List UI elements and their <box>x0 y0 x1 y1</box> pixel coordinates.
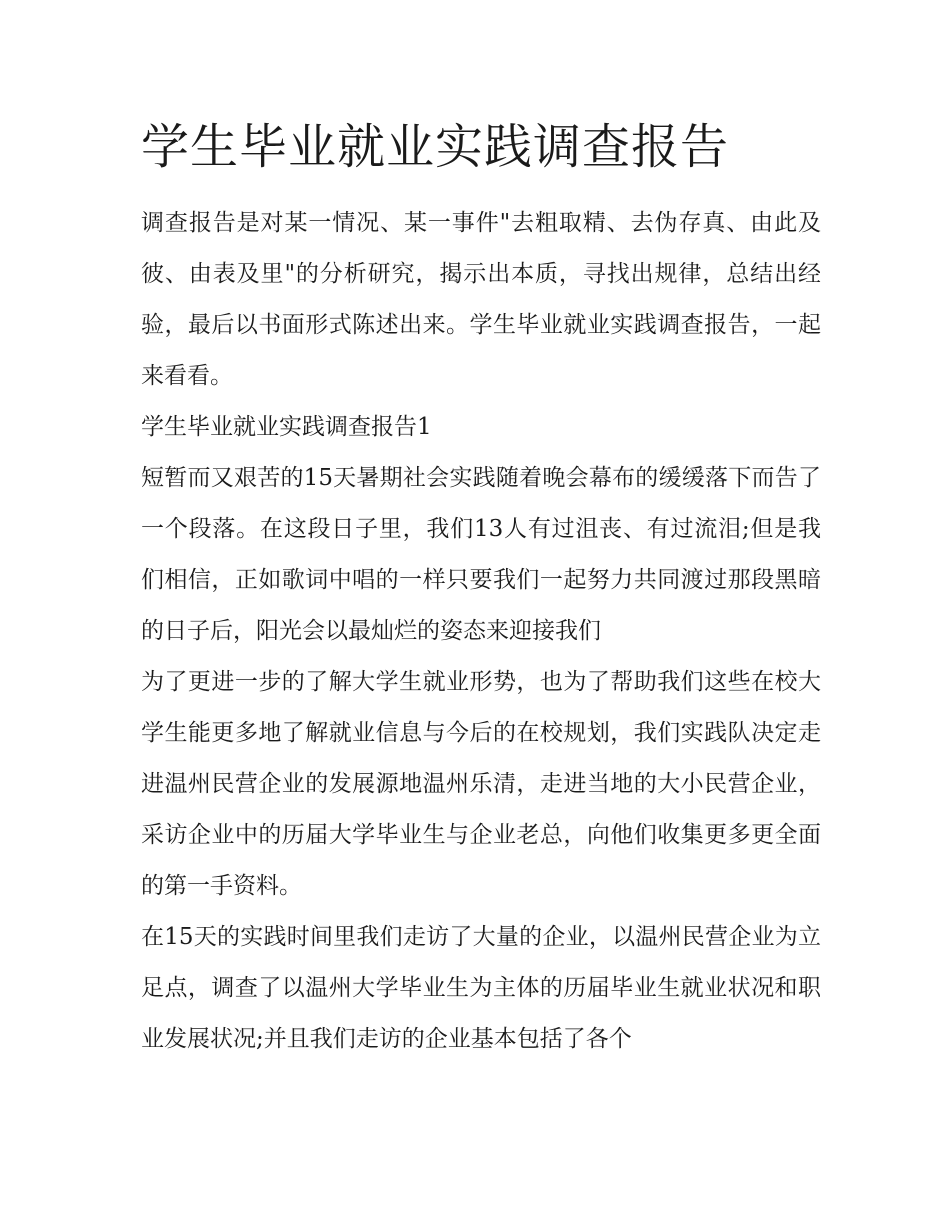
body-paragraph-2: 为了更进一步的了解大学生就业形势，也为了帮助我们这些在校大学生能更多地了解就业信息与今后的在校规划，我们实践队决定走进温州民营企业的发展源地温州乐清，走进当地的大小民营企业，采访企业中的历届大学毕业生与企业老总，向他们收集更多更全面的第一手资料。 <box>141 669 821 899</box>
document-title: 学生毕业就业实践调查报告 <box>141 119 730 175</box>
body-paragraph-1: 短暂而又艰苦的15天暑期社会实践随着晚会幕布的缓缓落下而告了一个段落。在这段日子里，我们13人有过沮丧、有过流泪;但是我们相信，正如歌词中唱的一样只要我们一起努力共同渡过那段黑暗的日子后，阳光会以最灿烂的姿态来迎接我们 <box>141 465 821 644</box>
document-body <box>141 112 821 1065</box>
section-heading: 学生毕业就业实践调查报告1 <box>141 414 432 440</box>
body-paragraph-3: 在15天的实践时间里我们走访了大量的企业，以温州民营企业为立足点，调查了以温州大学毕业生为主体的历届毕业生就业状况和职业发展状况;并且我们走访的企业基本包括了各个 <box>141 924 821 1052</box>
intro-paragraph: 调查报告是对某一情况、某一事件"去粗取精、去伪存真、由此及彼、由表及里"的分析研究，揭示出本质，寻找出规律，总结出经验，最后以书面形式陈述出来。学生毕业就业实践调查报告，一起来看看。 <box>141 210 821 389</box>
